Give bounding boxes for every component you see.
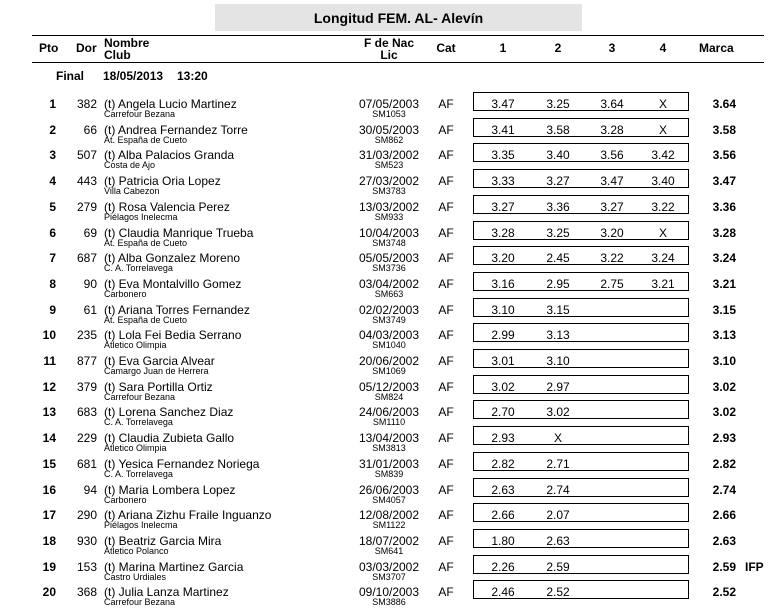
- athlete-name: (t) Patricia Oria Lopez: [104, 174, 221, 189]
- category: AF: [438, 508, 454, 523]
- athlete-name: (t) Maria Lombera Lopez: [104, 482, 236, 497]
- attempt-3: 3.28: [600, 122, 624, 137]
- license: SM933: [374, 211, 404, 222]
- bib: 290: [76, 508, 97, 523]
- license: SM3749: [372, 314, 406, 325]
- category: AF: [438, 354, 454, 368]
- best-mark: 3.02: [712, 405, 736, 420]
- attempt-1: 3.27: [491, 199, 515, 214]
- place: 13: [42, 405, 56, 420]
- table-row: [0, 169, 784, 195]
- category: AF: [438, 148, 454, 163]
- header-dor: Dor: [76, 41, 97, 55]
- license: SM1122: [372, 520, 406, 531]
- attempt-3: 3.64: [600, 97, 624, 111]
- place: 11: [43, 354, 56, 368]
- birth-date: 13/03/2002: [358, 199, 420, 214]
- athlete-name: (t) Alba Gonzalez Moreno: [104, 251, 241, 266]
- header-pto: Pto: [39, 41, 59, 55]
- place: 1: [49, 97, 56, 111]
- category: AF: [438, 174, 454, 189]
- best-mark: 3.15: [712, 302, 736, 317]
- attempt-2: 3.25: [546, 225, 570, 240]
- best-mark: 3.47: [712, 174, 736, 189]
- place: 10: [42, 328, 56, 343]
- athlete-name: (t) Eva Montalvillo Gomez: [104, 276, 242, 291]
- club-name: Atletico Olimpia: [104, 443, 167, 454]
- place: 9: [49, 302, 56, 317]
- club-name: Atletico Polanco: [104, 545, 169, 556]
- bib: 229: [76, 431, 97, 446]
- attempt-1: 2.46: [491, 585, 515, 600]
- place: 7: [49, 251, 56, 266]
- attempt-2: 2.74: [546, 482, 570, 497]
- bib: 930: [76, 533, 97, 548]
- header-attempt-2: 2: [554, 41, 562, 55]
- header-attempt-1: 1: [499, 41, 507, 55]
- birth-date: 04/03/2003: [358, 328, 420, 343]
- table-row: [0, 529, 784, 555]
- category: AF: [438, 225, 454, 240]
- attempt-4: 3.21: [651, 276, 675, 291]
- attempt-1: 3.33: [491, 174, 515, 189]
- best-mark: 3.64: [712, 97, 736, 111]
- attempt-2: 2.52: [546, 585, 570, 600]
- header-attempt-4: 4: [659, 41, 667, 55]
- attempt-2: 3.13: [546, 328, 570, 343]
- best-mark: 3.56: [712, 148, 736, 163]
- bib: 507: [76, 148, 97, 163]
- table-row: [0, 503, 784, 529]
- bib: 279: [76, 199, 97, 214]
- license: SM3886: [372, 597, 406, 608]
- attempt-2: 2.45: [546, 251, 570, 266]
- session-date: 18/05/2013: [103, 69, 164, 83]
- license: SM3783: [372, 186, 406, 197]
- athlete-name: (t) Ariana Zizhu Fraile Inguanzo: [104, 508, 272, 523]
- birth-date: 26/06/2003: [358, 482, 420, 497]
- athlete-name: (t) Claudia Zubieta Gallo: [104, 431, 235, 446]
- birth-date: 27/03/2002: [358, 174, 420, 189]
- club-name: Camargo Juan de Herrera: [104, 366, 209, 376]
- header-nombre: Nombre: [104, 36, 150, 50]
- license: SM1069: [372, 366, 406, 376]
- athlete-name: (t) Alba Palacios Granda: [104, 148, 235, 163]
- birth-date: 07/05/2003: [358, 97, 420, 111]
- category: AF: [438, 122, 454, 137]
- attempt-2: 3.10: [546, 354, 570, 368]
- table-row: [0, 375, 784, 401]
- header-fnac: F de Nac: [363, 36, 414, 50]
- athlete-name: (t) Julia Lanza Martinez: [104, 585, 229, 600]
- club-name: Carbonero: [104, 494, 147, 505]
- bib: 443: [76, 174, 97, 189]
- best-mark: 2.52: [712, 585, 736, 600]
- category: AF: [438, 328, 454, 343]
- athlete-name: (t) Claudia Manrique Trueba: [104, 225, 254, 240]
- category: AF: [438, 585, 454, 600]
- athlete-name: (t) Beatriz Garcia Mira: [104, 533, 222, 548]
- attempt-1: 3.28: [491, 225, 515, 240]
- best-mark: 3.58: [712, 122, 736, 137]
- attempt-2: 2.95: [546, 276, 570, 291]
- license: SM641: [374, 545, 404, 556]
- place: 12: [42, 379, 56, 394]
- place: 15: [42, 456, 56, 471]
- club-name: At. España de Cueto: [104, 134, 188, 145]
- table-row: [0, 580, 784, 606]
- bib: 94: [83, 482, 97, 497]
- place: 18: [42, 533, 56, 548]
- attempt-2: X: [553, 431, 562, 446]
- best-mark: 3.28: [712, 225, 736, 240]
- attempt-1: 2.82: [491, 456, 515, 471]
- category: AF: [438, 431, 454, 446]
- attempt-4: X: [658, 225, 667, 240]
- attempt-2: 2.07: [546, 508, 570, 523]
- athlete-name: (t) Rosa Valencia Perez: [104, 199, 230, 214]
- attempt-1: 2.63: [491, 482, 515, 497]
- best-mark: 3.24: [712, 251, 736, 266]
- category: AF: [438, 456, 454, 471]
- category: AF: [438, 405, 454, 420]
- attempt-4: 3.22: [651, 199, 675, 214]
- best-mark: 2.93: [712, 431, 736, 446]
- athlete-name: (t) Ariana Torres Fernandez: [104, 302, 250, 317]
- bib: 153: [76, 559, 97, 574]
- bib: 683: [76, 405, 97, 420]
- attempt-2: 3.58: [546, 122, 570, 137]
- attempt-1: 3.20: [491, 251, 515, 266]
- attempt-3: 2.75: [600, 276, 624, 291]
- header-cat: Cat: [436, 41, 456, 55]
- table-row: [0, 298, 784, 324]
- attempt-3: 3.22: [600, 251, 624, 266]
- attempt-1: 3.16: [491, 276, 515, 291]
- table-row: [0, 143, 784, 169]
- attempt-4: 3.24: [651, 251, 675, 266]
- athlete-name: (t) Yesica Fernandez Noriega: [104, 456, 260, 471]
- license: SM824: [374, 391, 404, 402]
- attempt-2: 3.25: [546, 97, 570, 111]
- license: SM1053: [372, 109, 406, 119]
- athlete-name: (t) Andrea Fernandez Torre: [104, 122, 248, 137]
- header-attempt-3: 3: [608, 41, 616, 55]
- attempt-2: 2.97: [546, 379, 570, 394]
- attempt-3: 3.56: [600, 148, 624, 163]
- bib: 235: [76, 328, 97, 343]
- license: SM3736: [372, 263, 406, 274]
- place: 6: [49, 225, 56, 240]
- attempt-1: 3.10: [491, 302, 515, 317]
- attempt-1: 2.70: [491, 405, 515, 420]
- attempt-2: 3.36: [546, 199, 570, 214]
- place: 19: [42, 559, 56, 574]
- birth-date: 12/08/2002: [358, 508, 420, 523]
- birth-date: 18/07/2002: [358, 533, 420, 548]
- birth-date: 02/02/2003: [358, 302, 420, 317]
- bib: 382: [76, 97, 97, 111]
- attempt-1: 3.41: [491, 122, 515, 137]
- header-bottom-rule: [32, 62, 764, 63]
- best-mark: 3.02: [712, 379, 736, 394]
- attempt-3: 3.27: [600, 199, 624, 214]
- table-row: [0, 92, 784, 118]
- category: AF: [438, 379, 454, 394]
- attempt-1: 2.93: [491, 431, 515, 446]
- place: 3: [49, 148, 56, 163]
- table-row: [0, 478, 784, 504]
- place: 4: [49, 174, 56, 189]
- birth-date: 20/06/2002: [358, 354, 420, 368]
- license: SM1040: [372, 340, 406, 351]
- category: AF: [438, 251, 454, 266]
- table-row: [0, 195, 784, 221]
- bib: 69: [83, 225, 97, 240]
- best-mark: 2.74: [712, 482, 736, 497]
- license: SM3813: [372, 443, 406, 454]
- table-row: [0, 555, 784, 581]
- attempt-4: X: [658, 122, 667, 137]
- table-row: [0, 246, 784, 272]
- place: 16: [42, 482, 56, 497]
- athlete-name: (t) Sara Portilla Ortiz: [104, 379, 213, 394]
- license: SM4057: [372, 494, 406, 505]
- license: SM1110: [372, 417, 406, 428]
- best-mark: 2.59: [712, 559, 736, 574]
- attempt-1: 2.66: [491, 508, 515, 523]
- table-row: [0, 349, 784, 375]
- attempt-1: 3.47: [491, 97, 515, 111]
- attempt-2: 3.15: [546, 302, 570, 317]
- license: SM3707: [372, 571, 406, 582]
- header-top-rule: [32, 35, 764, 36]
- mark-note: IFP: [745, 559, 764, 574]
- place: 20: [42, 585, 56, 600]
- license: SM3748: [372, 237, 406, 248]
- best-mark: 2.63: [712, 533, 736, 548]
- birth-date: 10/04/2003: [358, 225, 420, 240]
- attempt-1: 2.26: [491, 559, 515, 574]
- athlete-name: (t) Angela Lucio Martinez: [104, 97, 237, 111]
- club-name: C. A. Torrelavega: [104, 417, 173, 428]
- bib: 66: [83, 122, 97, 137]
- attempt-2: 3.02: [546, 405, 570, 420]
- best-mark: 3.10: [712, 354, 736, 368]
- place: 14: [42, 431, 56, 446]
- club-name: Atletico Olimpia: [104, 340, 167, 351]
- athlete-name: (t) Eva Garcia Alvear: [104, 354, 215, 368]
- table-row: [0, 221, 784, 247]
- license: SM839: [374, 468, 404, 479]
- bib: 61: [83, 302, 97, 317]
- best-mark: 3.13: [712, 328, 736, 343]
- header-club: Club: [104, 48, 131, 62]
- session-label: Final: [56, 69, 85, 83]
- attempt-1: 3.01: [491, 354, 515, 368]
- header-lic: Lic: [380, 48, 398, 62]
- table-row: [0, 323, 784, 349]
- athlete-name: (t) Marina Martinez Garcia: [104, 559, 244, 574]
- category: AF: [438, 97, 454, 111]
- place: 2: [49, 122, 56, 137]
- attempt-2: 2.59: [546, 559, 570, 574]
- birth-date: 09/10/2003: [358, 585, 420, 600]
- best-mark: 2.82: [712, 456, 736, 471]
- place: 17: [42, 508, 56, 523]
- club-name: Carrefour Bezana: [104, 109, 176, 119]
- attempt-2: 2.63: [546, 533, 570, 548]
- birth-date: 05/05/2003: [358, 251, 420, 266]
- club-name: Costa de Ajo: [104, 160, 156, 171]
- attempt-3: 3.20: [600, 225, 624, 240]
- attempt-1: 1.80: [491, 533, 515, 548]
- attempt-2: 2.71: [546, 456, 570, 471]
- birth-date: 31/01/2003: [358, 456, 420, 471]
- athlete-name: (t) Lola Fei Bedia Serrano: [104, 328, 242, 343]
- attempt-4: 3.42: [651, 148, 675, 163]
- club-name: Piélagos Inelecma: [104, 520, 178, 531]
- license: SM862: [374, 134, 404, 145]
- birth-date: 03/04/2002: [358, 276, 420, 291]
- bib: 379: [76, 379, 97, 394]
- bib: 681: [76, 456, 97, 471]
- club-name: Villa Cabezon: [104, 186, 160, 197]
- club-name: Piélagos Inelecma: [104, 211, 178, 222]
- category: AF: [438, 276, 454, 291]
- club-name: Carrefour Bezana: [104, 391, 176, 402]
- bib: 687: [76, 251, 97, 266]
- club-name: Carbonero: [104, 288, 147, 299]
- category: AF: [438, 302, 454, 317]
- birth-date: 05/12/2003: [358, 379, 420, 394]
- club-name: At. España de Cueto: [104, 237, 188, 248]
- bib: 877: [76, 354, 97, 368]
- attempt-1: 3.02: [491, 379, 515, 394]
- license: SM663: [374, 288, 404, 299]
- attempt-1: 2.99: [491, 328, 515, 343]
- best-mark: 2.66: [712, 508, 736, 523]
- category: AF: [438, 559, 454, 574]
- table-row: [0, 452, 784, 478]
- attempt-4: 3.40: [651, 174, 675, 189]
- birth-date: 03/03/2002: [358, 559, 420, 574]
- bib: 90: [83, 276, 97, 291]
- place: 5: [49, 199, 56, 214]
- attempt-3: 3.47: [600, 174, 624, 189]
- attempt-1: 3.35: [491, 148, 515, 163]
- attempt-2: 3.40: [546, 148, 570, 163]
- category: AF: [438, 533, 454, 548]
- session-time: 13:20: [177, 69, 208, 83]
- attempt-2: 3.27: [546, 174, 570, 189]
- page-title: Longitud FEM. AL- Alevín: [215, 4, 582, 31]
- table-row: [0, 400, 784, 426]
- club-name: At. España de Cueto: [104, 314, 188, 325]
- header-marca: Marca: [699, 41, 734, 55]
- best-mark: 3.36: [712, 199, 736, 214]
- attempt-4: X: [658, 97, 667, 111]
- birth-date: 24/06/2003: [358, 405, 420, 420]
- birth-date: 31/03/2002: [358, 148, 420, 163]
- athlete-name: (t) Lorena Sanchez Diaz: [104, 405, 234, 420]
- club-name: C. A. Torrelavega: [104, 263, 173, 274]
- category: AF: [438, 199, 454, 214]
- best-mark: 3.21: [712, 276, 736, 291]
- birth-date: 30/05/2003: [358, 122, 420, 137]
- birth-date: 13/04/2003: [358, 431, 420, 446]
- table-row: [0, 426, 784, 452]
- bib: 368: [76, 585, 97, 600]
- license: SM523: [374, 160, 404, 171]
- table-row: [0, 272, 784, 298]
- place: 8: [49, 276, 56, 291]
- club-name: Castro Urdiales: [104, 571, 167, 582]
- club-name: Carrefour Bezana: [104, 597, 176, 608]
- category: AF: [438, 482, 454, 497]
- club-name: C. A. Torrelavega: [104, 468, 173, 479]
- table-row: [0, 118, 784, 144]
